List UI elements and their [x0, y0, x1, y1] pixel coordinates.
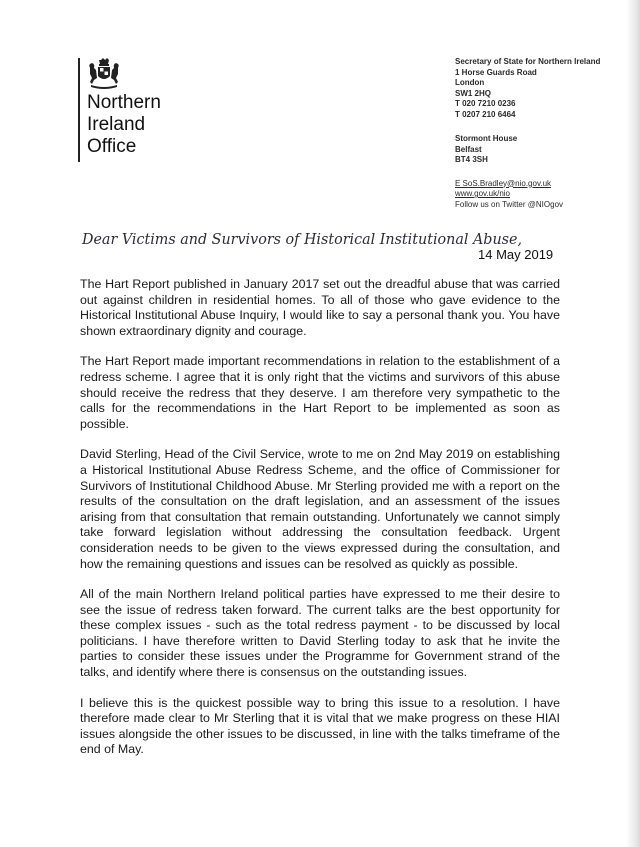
organisation-name	[87, 92, 161, 158]
phone-number: T 020 7210 0236	[455, 99, 516, 108]
address-line: 1 Horse Guards Road	[455, 67, 537, 77]
org-name-line-1: Northern	[87, 92, 161, 113]
sender-title: Secretary of State for Northern Ireland	[455, 57, 601, 66]
page-edge-shadow	[626, 0, 640, 847]
org-name-line-3: Office	[87, 136, 137, 157]
body-paragraph: All of the main Northern Ireland political parties have expressed to me their desire to see the issue of redress taken forward. The current talks are the best opportunity for these complex issues - such as the total redress payment - to be discussed by local politicians. I have therefore written to David Sterling today to ask that he invite the parties to consider these issues under the Programme for Government strand of the talks, and identify where there is consensus on the outstanding issues.	[80, 587, 560, 680]
body-paragraph: I believe this is the quickest possible way to bring this issue to a resolution. I have therefore made clear to Mr Sterling that it is vital that we make progress on these HIAI issues alongside the other issues to be discussed, in line with the talks timeframe of the end of May.	[80, 695, 560, 757]
address-line: BT4 3SH	[455, 155, 488, 164]
nio-logo	[78, 58, 198, 162]
royal-crest-icon	[86, 58, 122, 90]
address-line: London	[455, 78, 485, 87]
body-paragraph: The Hart Report published in January 2017 set out the dreadful abuse that was carried out against children in residential homes. To all of those who gave evidence to the Historical Institutional Abuse Inquiry, I would like to say a personal thank you. You have shown extraordinary dignity and courage.	[80, 277, 560, 338]
address-line: SW1 2HQ	[455, 88, 492, 98]
logo-divider	[78, 58, 80, 162]
body-paragraph: David Sterling, Head of the Civil Service, wrote to me on 2nd May 2019 on establishing a Historical Institutional Abuse Redress Scheme, and the office of Commissioner for Survivors of Institutional Childhood Abuse. Mr Sterling provided me with a report on the results of the consultation on the draft legislation, and an assessment of the issues arising from that consultation that remain outstanding. Unfortunately we cannot simply take forward legislation without addressing the consultation feedback. Urgent consideration needs to be given to the views expressed during the consultation, and how the remaining questions and issues can be resolved as quickly as possible.	[80, 447, 560, 571]
contact-block	[455, 57, 630, 210]
phone-number: T 0207 210 6464	[455, 109, 516, 119]
letter-body	[80, 277, 560, 773]
body-paragraph: The Hart Report made important recommendations in relation to the establishment of a redress scheme. I agree that it is only right that the victims and survivors of this abuse should receive the redress that they deserve. I am therefore very sympathetic to the calls for the recommendations in the Hart Report to be implemented as soon as possible.	[80, 354, 560, 431]
org-name-line-2: Ireland	[87, 114, 146, 135]
website-link[interactable]: www.gov.uk/nio	[455, 189, 510, 198]
email-link[interactable]: E SoS.Bradley@nio.gov.uk	[455, 178, 552, 188]
address-line: Stormont House	[455, 134, 518, 143]
salutation-text: Dear Victims and Survivors of Historical Institutional Abuse,	[81, 230, 523, 248]
letter-date: 14 May 2019	[478, 247, 554, 262]
twitter-handle: Follow us on Twitter @NIOgov	[455, 199, 564, 209]
address-line: Belfast	[455, 144, 482, 154]
